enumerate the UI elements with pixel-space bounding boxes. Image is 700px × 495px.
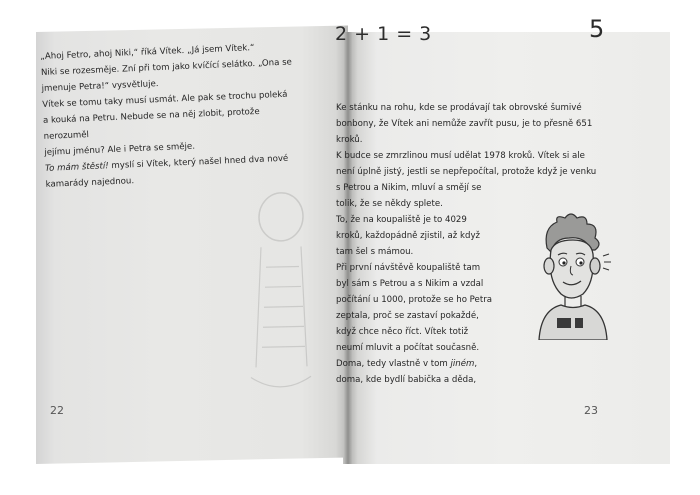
- text-line: tam šel s mámou.: [336, 247, 414, 257]
- text-line: kroků, každopádně zjistil, až když: [336, 231, 481, 241]
- text-line: To, že na koupaliště je to 4029: [336, 215, 467, 225]
- boy-illustration: [525, 210, 615, 340]
- text-line: jejímu jménu? Ale i Petra se směje.: [44, 141, 196, 158]
- text-line: doma, kde bydlí babička a děda,: [336, 375, 477, 385]
- right-page-number: 23: [584, 404, 598, 417]
- text-line: kroků.: [336, 135, 363, 145]
- text-line: s Petrou a Nikim, mluví a smějí se: [336, 183, 482, 193]
- italic-thought: To mám štěstí!: [44, 161, 109, 174]
- chapter-number: 5: [589, 15, 605, 43]
- text-line: zeptala, proč se zastaví pokaždé,: [336, 311, 479, 321]
- text-line: a kouká na Petru. Nebude se na něj zlobit, protože nerozuměl: [42, 106, 260, 142]
- chapter-equation: 2 + 1 = 3: [335, 23, 432, 45]
- left-page-number: 22: [50, 404, 64, 417]
- text-fragment: Doma, tedy vlastně v tom: [336, 359, 451, 369]
- text-line: Ke stánku na rohu, kde se prodávají tak obrovské šumivé: [336, 103, 582, 113]
- text-line: bonbony, že Vítek ani nemůže zavřít pusu, je to přesně 651: [336, 119, 593, 129]
- text-line: Doma, tedy vlastně v tom jiném,: [336, 359, 478, 369]
- text-line: když chce něco říct. Vítek totiž: [336, 327, 469, 337]
- text-line: jmenuje Petra!“ vysvětluje.: [41, 79, 159, 94]
- text-fragment: myslí si Vítek, který našel hned dva nové: [108, 153, 289, 172]
- text-line: „Ahoj Fetro, ahoj Niki,“ říká Vítek. „Já jsem Vítek.“: [40, 43, 255, 62]
- text-line: K budce se zmrzlinou musí udělat 1978 kroků. Vítek si ale: [336, 151, 585, 161]
- text-line: Při první návštěvě koupaliště tam: [336, 263, 481, 273]
- text-line: není úplně jistý, jestli se nepřepočítal, protože když je venku: [336, 167, 597, 177]
- text-line: neumí mluvit a počítat současně.: [336, 343, 480, 353]
- italic-word: jiném: [450, 359, 475, 369]
- text-line: počítání u 1000, protože se ho Petra: [336, 295, 493, 305]
- text-line: tolik, že se někdy splete.: [336, 199, 443, 209]
- text-line: kamarády najednou.: [45, 176, 135, 190]
- left-page-text: [40, 38, 301, 193]
- show-through-illustration: [241, 186, 321, 408]
- text-line: Niki se rozesměje. Zní při tom jako kvíčící selátko. „Ona se: [40, 57, 293, 78]
- text-line: Vítek se tomu taky musí usmát. Ale pak se trochu poleká: [42, 89, 288, 110]
- text-line: byl sám s Petrou a s Nikim a vzdal: [336, 279, 484, 289]
